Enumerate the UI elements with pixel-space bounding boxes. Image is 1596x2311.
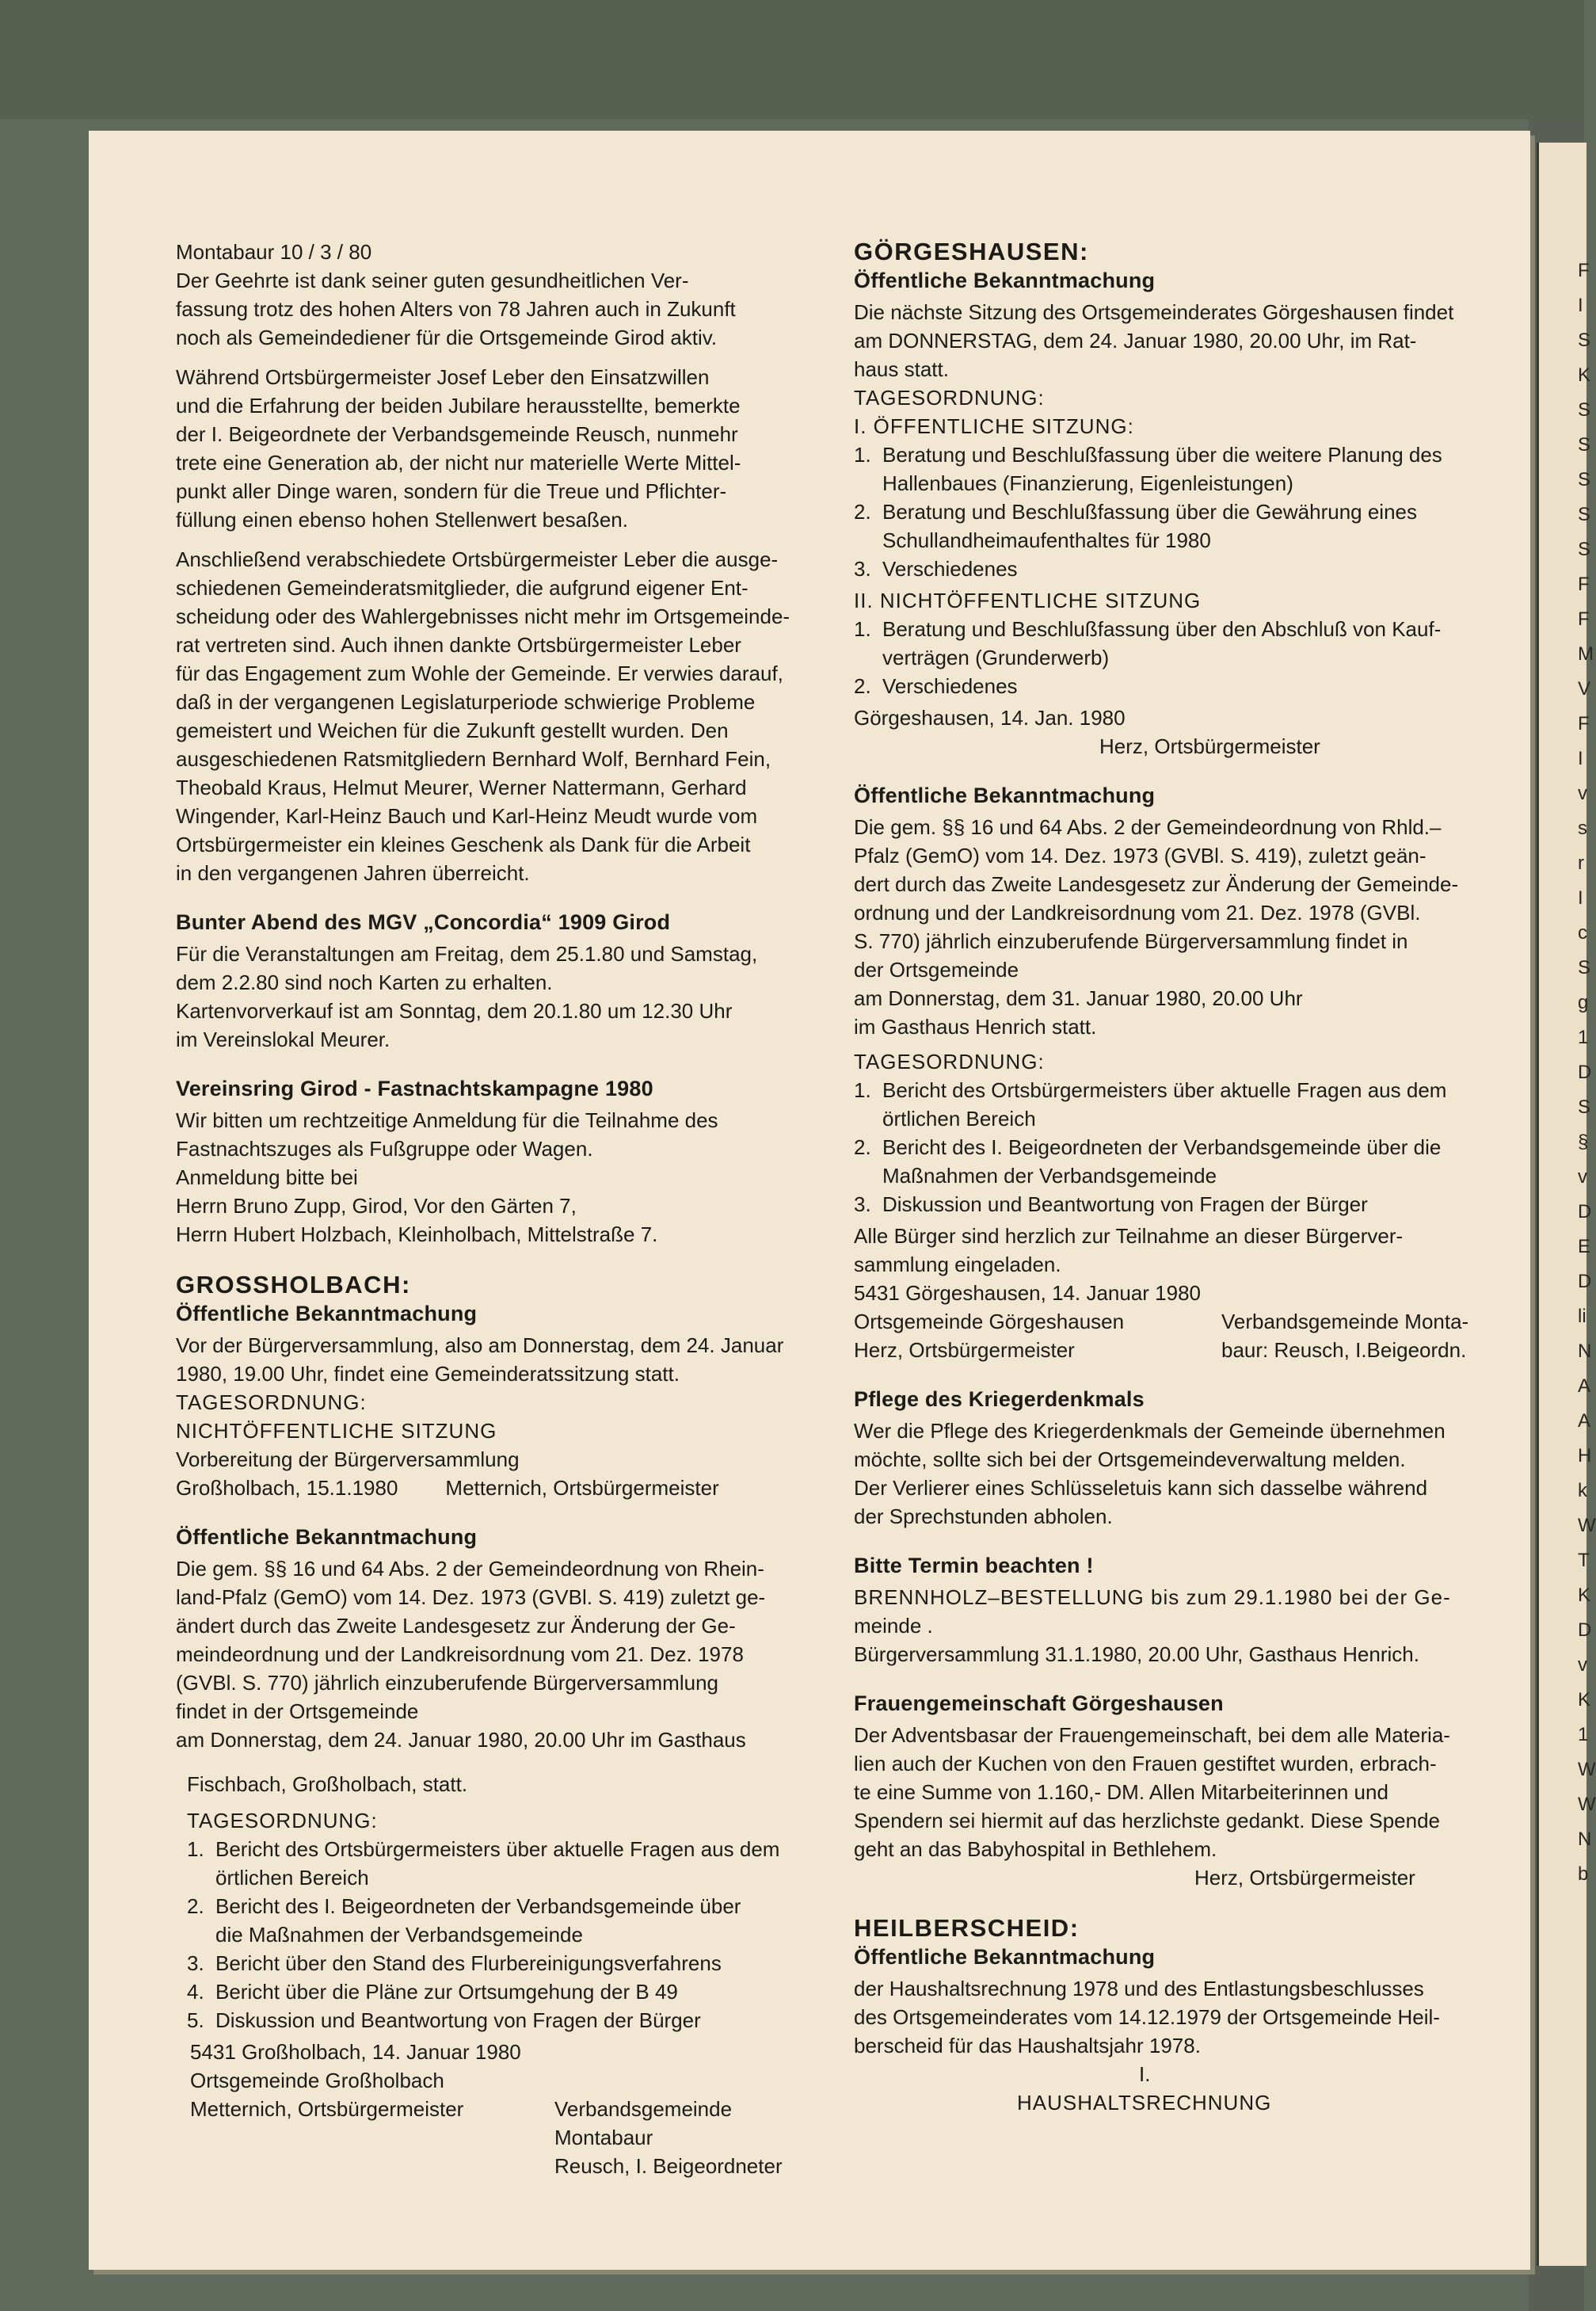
agenda-item: 5. Diskussion und Beantwortung von Fragen der Bürger [187,2008,701,2032]
date-place: Großholbach, 15.1.1980 [176,1476,398,1500]
text-line: Herrn Hubert Holzbach, Kleinholbach, Mittelstraße 7. [176,1222,658,1246]
signatory: Metternich, Ortsbürgermeister [445,1476,719,1500]
vereinsring-heading: Vereinsring Girod - Fastnachtskampagne 1980 [176,1077,653,1100]
text-line: meinde . [854,1614,933,1638]
next-page-letter: W [1578,1759,1596,1780]
next-page-letter: K [1578,1689,1591,1710]
text-line: Für die Veranstaltungen am Freitag, dem 25.1.80 und Samstag, [176,942,758,966]
next-page-letter: M [1578,643,1594,665]
next-page-letter: § [1578,1131,1589,1153]
next-page-letter: A [1578,1410,1591,1432]
intro-line: Montabaur 10 / 3 / 80 [176,240,372,264]
agenda-item: 3. Diskussion und Beantwortung von Fragen der Bürger [854,1192,1368,1216]
next-page-letter: S [1578,539,1591,560]
termin-heading: Bitte Termin beachten ! [854,1554,1094,1577]
text-line: der Sprechstunden abholen. [854,1504,1113,1528]
text-line: ändert durch das Zweite Landesgesetz zur Änderung der Ge- [176,1614,736,1638]
next-page-letter: I [1578,295,1583,316]
text-line: Vor der Bürgerversammlung, also am Donnerstag, dem 24. Januar [176,1333,784,1357]
goergeshausen-agenda-3 [854,1076,1503,1218]
agenda-item: 3. Verschiedenes [854,557,1018,581]
text-line: am Donnerstag, dem 31. Januar 1980, 20.00 Uhr [854,986,1303,1010]
next-page-letter: A [1578,1375,1591,1397]
next-page-letter: I [1578,887,1583,909]
text-line: Die gem. §§ 16 und 64 Abs. 2 der Gemeindeordnung von Rhld.– [854,815,1442,839]
bunter-abend-text [176,940,825,1054]
text-line: Fischbach, Großholbach, statt. [187,1772,468,1796]
agenda-item: 1. Bericht des Ortsbürgermeisters über aktuelle Fragen aus dem örtlichen Bereich [854,1078,1447,1131]
right-column [854,238,1503,2117]
section-number: I. [1139,2062,1151,2086]
ratsmitglieder-paragraph [176,545,825,887]
agenda-item: 1. Beratung und Beschlußfassung über die weitere Planung des Hallenbaues (Finanzierung, Eigenleistungen) [854,443,1442,495]
text-line: für das Engagement zum Wohle der Gemeinde. Er verwies darauf, [176,662,783,685]
text-line: geht an das Babyhospital in Bethlehem. [854,1837,1217,1861]
goergeshausen-agenda-1 [854,440,1503,583]
text-line: Spendern sei hiermit auf das herzlichste gedankt. Diese Spende [854,1809,1440,1832]
text-line: Wer die Pflege des Kriegerdenkmals der Gemeinde übernehmen [854,1419,1446,1443]
closing-line: 5431 Görgeshausen, 14. Januar 1980 [854,1281,1202,1305]
closing-signature: Herz, Ortsbürgermeister baur: Reusch, I.Beigeordn. [854,1338,1467,1362]
signatory: Herz, Ortsbürgermeister [1099,734,1320,758]
grossholbach-closing [176,2038,825,2180]
nichtoeffentliche-label: II. NICHTÖFFENTLICHE SITZUNG [854,589,1202,612]
next-page-letter: S [1578,957,1591,978]
next-page-letter: N [1578,1829,1592,1850]
text-line: scheidung oder des Wahlergebnisses nicht mehr im Ortsgemeinde- [176,604,790,628]
text-line: ausgeschiedenen Ratsmitgliedern Bernhard Wolf, Bernhard Fein, [176,747,771,771]
text-line: rat vertreten sind. Auch ihnen dankte Ortsbürgermeister Leber [176,633,741,657]
text-line: S. 770) jährlich einzuberufende Bürgerversammlung findet in [854,929,1408,953]
next-page-letter: N [1578,1340,1592,1362]
text-line: Alle Bürger sind herzlich zur Teilnahme an dieser Bürgerver- [854,1224,1404,1248]
text-line: Pfalz (GemO) vom 14. Dez. 1973 (GVBl. S. 419), zuletzt geän- [854,844,1426,868]
pflege-heading: Pflege des Kriegerdenkmals [854,1387,1145,1411]
heilberscheid-text [854,1974,1503,2117]
text-line: Der Adventsbasar der Frauengemeinschaft, bei dem alle Materia- [854,1723,1450,1747]
frauengemeinschaft-text [854,1721,1503,1892]
next-page-letter: S [1578,434,1591,456]
next-page-letter: S [1578,504,1591,525]
agenda-item: 2. Bericht des I. Beigeordneten der Verbandsgemeinde über die Maßnahmen der Verbandsgemeinde [854,1135,1442,1188]
grossholbach-agenda [176,1835,825,2035]
agenda-item: 2. Beratung und Beschlußfassung über die Gewährung eines Schullandheimaufenthaltes für 1980 [854,500,1417,552]
next-page-letter: li [1578,1306,1586,1327]
agenda-item: 3. Bericht über den Stand des Flurbereinigungsverfahrens [187,1951,722,1975]
closing-line: 5431 Großholbach, 14. Januar 1980 [190,2040,521,2064]
agenda-item: 2. Verschiedenes [854,674,1018,698]
goergeshausen-title: GÖRGESHAUSEN: [854,238,1089,265]
text-line: dem 2.2.80 sind noch Karten zu erhalten. [176,971,553,994]
next-page-letter: r [1578,852,1584,874]
jubilare-paragraph [176,363,825,534]
grossholbach-title: GROSSHOLBACH: [176,1271,411,1299]
text-line: findet in der Ortsgemeinde [176,1699,419,1723]
next-page-letter: v [1578,783,1587,804]
bunter-abend-heading: Bunter Abend des MGV „Concordia“ 1909 Girod [176,910,671,934]
closing-line: Montabaur [554,2126,653,2149]
text-line: berscheid für das Haushaltsjahr 1978. [854,2034,1201,2057]
goergeshausen-subheading-2: Öffentliche Bekanntmachung [854,784,1156,807]
goergeshausen-subheading: Öffentliche Bekanntmachung [854,269,1156,292]
text-line: (GVBl. S. 770) jährlich einzuberufende Bürgerversammlung [176,1671,719,1695]
next-page-letter: v [1578,1166,1587,1188]
intro-line: noch als Gemeindediener für die Ortsgemeinde Girod aktiv. [176,326,718,349]
next-page-letter: T [1578,1550,1590,1571]
text-line: meindeordnung und der Landkreisordnung vom 21. Dez. 1978 [176,1642,744,1666]
closing-line: Reusch, I. Beigeordneter [554,2154,783,2178]
text-line: Der Verlierer eines Schlüsseletuis kann sich dasselbe während [854,1476,1428,1500]
text-line: Die gem. §§ 16 und 64 Abs. 2 der Gemeindeordnung von Rhein- [176,1557,764,1581]
oeffentliche-label: I. ÖFFENTLICHE SITZUNG: [854,414,1134,438]
text-line: des Ortsgemeinderates vom 14.12.1979 der Ortsgemeinde Heil- [854,2005,1440,2029]
next-page-letter: I [1578,748,1583,769]
next-page-letter: D [1578,1201,1592,1222]
text-line: Vorbereitung der Bürgerversammlung [176,1447,520,1471]
agenda-item: 4. Bericht über die Pläne zur Ortsumgehung der B 49 [187,1980,678,2004]
next-page-letter: 1 [1578,1027,1589,1048]
text-line: Während Ortsbürgermeister Josef Leber den Einsatzwillen [176,365,710,389]
frauengemeinschaft-heading: Frauengemeinschaft Görgeshausen [854,1691,1224,1715]
tagesordnung-label: TAGESORDNUNG: [854,386,1045,410]
text-line: dert durch das Zweite Landesgesetz zur Änderung der Gemeinde- [854,872,1459,896]
text-line: füllung einen ebenso hohen Stellenwert besaßen. [176,508,628,532]
text-line: und die Erfahrung der beiden Jubilare herausstellte, bemerkte [176,394,741,418]
next-page-letter: k [1578,1480,1587,1501]
next-page-letter: c [1578,922,1587,944]
grossholbach-subheading: Öffentliche Bekanntmachung [176,1302,478,1325]
text-line: Die nächste Sitzung des Ortsgemeinderates Görgeshausen findet [854,300,1454,324]
heilberscheid-subheading: Öffentliche Bekanntmachung [854,1945,1156,1969]
agenda-item: 2. Bericht des I. Beigeordneten der Verbandsgemeinde über die Maßnahmen der Verbandsgemeinde [187,1894,741,1947]
text-line: im Vereinslokal Meurer. [176,1028,390,1051]
next-page-letter: K [1578,364,1591,386]
next-page-letter: E [1578,1236,1591,1257]
termin-text [854,1583,1503,1668]
text-line: land-Pfalz (GemO) vom 14. Dez. 1973 (GVBl. S. 419) zuletzt ge- [176,1585,766,1609]
binder-background [0,0,1584,119]
next-page-letter: D [1578,1271,1592,1292]
text-line: haus statt. [854,357,949,381]
next-page-letter: S [1578,330,1591,351]
text-line: Kartenvorverkauf ist am Sonntag, dem 20.1.80 um 12.30 Uhr [176,999,733,1023]
text-line: am Donnerstag, dem 24. Januar 1980, 20.00 Uhr im Gasthaus [176,1728,746,1752]
text-line: sammlung eingeladen. [854,1253,1061,1276]
closing-signature: Ortsgemeinde Görgeshausen Verbandsgemeinde Monta- [854,1310,1469,1333]
agenda-item: 1. Beratung und Beschlußfassung über den Abschluß von Kauf- verträgen (Grunderwerb) [854,617,1442,669]
text-line: schiedenen Gemeinderatsmitglieder, die aufgrund eigener Ent- [176,576,748,600]
next-page-letter: s [1578,818,1587,839]
next-page-letter: F [1578,713,1590,734]
pflege-text [854,1417,1503,1531]
next-page-letter: F [1578,574,1590,595]
signature-line [176,1474,825,1502]
intro-line: fassung trotz des hohen Alters von 78 Jahren auch in Zukunft [176,297,736,321]
text-line: der I. Beigeordnete der Verbandsgemeinde Reusch, nunmehr [176,422,738,446]
next-page-letter: F [1578,260,1590,281]
text-line: möchte, sollte sich bei der Ortsgemeindeverwaltung melden. [854,1447,1406,1471]
tagesordnung-label: TAGESORDNUNG: [854,1050,1045,1074]
next-page-letter: H [1578,1445,1592,1466]
tagesordnung-label: TAGESORDNUNG: [176,1390,367,1414]
goergeshausen-text-2 [854,813,1503,1076]
signatory: Herz, Ortsbürgermeister [1194,1866,1415,1890]
next-page-letter: S [1578,469,1591,490]
next-page-letter: D [1578,1619,1592,1641]
intro-paragraph [176,238,825,352]
next-page-letter: K [1578,1585,1591,1606]
next-page-letter: b [1578,1863,1589,1885]
closing-signature: Metternich, Ortsbürgermeister Verbandsgemeinde [190,2097,733,2121]
next-page-letter: 1 [1578,1724,1589,1745]
text-line: der Haushaltsrechnung 1978 und des Entlastungsbeschlusses [854,1977,1424,2000]
goergeshausen-agenda-2 [854,615,1503,700]
text-line: am DONNERSTAG, dem 24. Januar 1980, 20.00 Uhr, im Rat- [854,329,1417,353]
next-page-letter: W [1578,1794,1596,1815]
date-place: Görgeshausen, 14. Jan. 1980 [854,706,1126,730]
text-line: ordnung und der Landkreisordnung vom 21. Dez. 1978 (GVBl. [854,901,1421,925]
vereinsring-text [176,1106,825,1249]
next-page-letter: F [1578,608,1590,630]
text-line: trete eine Generation ab, der nicht nur materielle Werte Mittel- [176,451,741,475]
next-page-letter: g [1578,992,1589,1013]
heilberscheid-title: HEILBERSCHEID: [854,1914,1080,1942]
text-line: im Gasthaus Henrich statt. [854,1015,1097,1039]
text-line: Anschließend verabschiedete Ortsbürgermeister Leber die ausge- [176,547,779,571]
text-line: lien auch der Kuchen von den Frauen gestiftet wurden, erbrach- [854,1752,1437,1775]
section-title: HAUSHALTSRECHNUNG [1017,2091,1272,2115]
text-line: Fastnachtszuges als Fußgruppe oder Wagen. [176,1137,593,1161]
next-page-letter: S [1578,1096,1591,1118]
text-line: 1980, 19.00 Uhr, findet eine Gemeinderatssitzung statt. [176,1362,680,1386]
text-line: punkt aller Dinge waren, sondern für die Treue und Pflichter- [176,479,727,503]
text-line: Anmeldung bitte bei [176,1165,358,1189]
text-line: te eine Summe von 1.160,- DM. Allen Mitarbeiterinnen und [854,1780,1388,1804]
grossholbach-text [176,1331,825,1502]
closing-line: Ortsgemeinde Großholbach [190,2069,444,2092]
grossholbach-text-2 [176,1554,825,1835]
text-line: daß in der vergangenen Legislaturperiode schwierige Probleme [176,690,756,714]
text-line: Wir bitten um rechtzeitige Anmeldung für die Teilnahme des [176,1108,718,1132]
text-line: Herrn Bruno Zupp, Girod, Vor den Gärten 7, [176,1194,577,1218]
text-line: in den vergangenen Jahren überreicht. [176,861,530,885]
nichtoeffentliche-label: NICHTÖFFENTLICHE SITZUNG [176,1419,497,1443]
next-page-letter: v [1578,1654,1587,1676]
next-page-letter: V [1578,678,1591,700]
grossholbach-subheading-2: Öffentliche Bekanntmachung [176,1525,478,1549]
next-page-letter: D [1578,1062,1592,1083]
goergeshausen-text [854,298,1503,440]
text-line: BRENNHOLZ–BESTELLUNG bis zum 29.1.1980 bei der Ge- [854,1585,1451,1609]
text-line: Ortsbürgermeister ein kleines Geschenk als Dank für die Arbeit [176,833,751,856]
intro-line: Der Geehrte ist dank seiner guten gesundheitlichen Ver- [176,269,689,292]
next-page-fragments [1578,254,1596,1892]
text-line: Bürgerversammlung 31.1.1980, 20.00 Uhr, Gasthaus Henrich. [854,1642,1419,1666]
tagesordnung-label: TAGESORDNUNG: [187,1809,378,1832]
text-line: der Ortsgemeinde [854,958,1019,982]
text-line: gemeistert und Weichen für die Zukunft gestellt wurden. Den [176,719,729,742]
agenda-item: 1. Bericht des Ortsbürgermeisters über aktuelle Fragen aus dem örtlichen Bereich [187,1837,780,1890]
next-page-letter: W [1578,1515,1596,1536]
text-line: Theobald Kraus, Helmut Meurer, Werner Nattermann, Gerhard [176,776,747,799]
left-column [176,238,825,2180]
text-line: Wingender, Karl-Heinz Bauch und Karl-Heinz Meudt wurde vom [176,804,758,828]
next-page-letter: S [1578,399,1591,421]
